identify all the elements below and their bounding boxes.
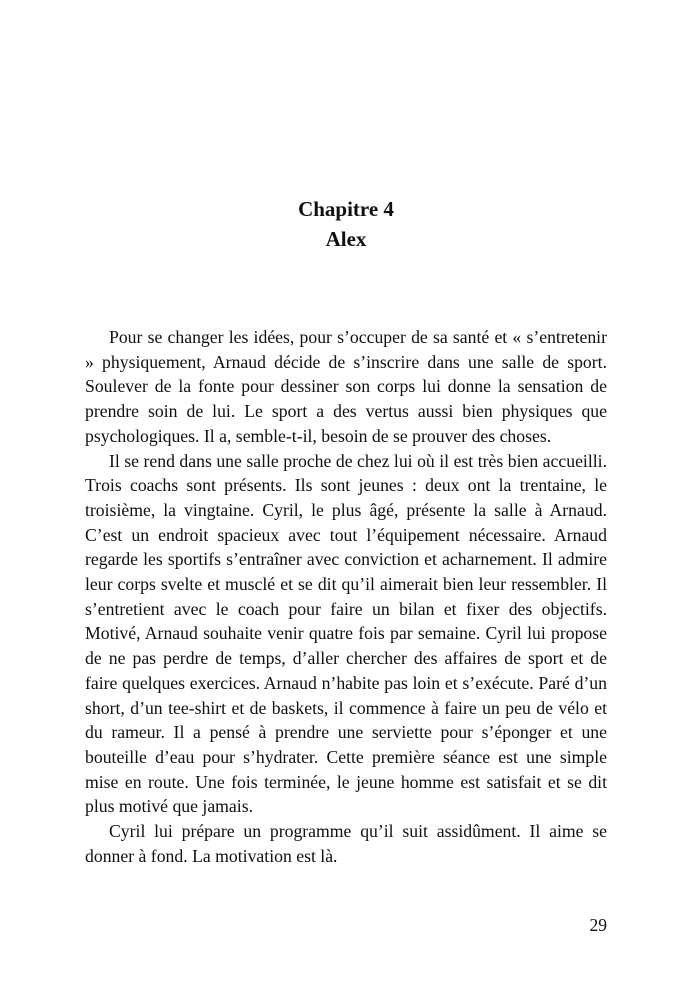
paragraph: Pour se changer les idées, pour s’occuper de sa santé et « s’entretenir » physiquement, Arnaud décide de s’inscrire dans une salle de sport. Soulever de la fonte pour dessiner son corps lui donne la sensation de prendre soin de lui. Le sport a des vertus aussi bien physiques que psychologiques. Il a, semble-t-il, besoin de se prouver des choses. <box>85 327 607 446</box>
page-number: 29 <box>589 915 607 935</box>
chapter-title: Chapitre 4 <box>298 197 394 221</box>
chapter-subtitle: Alex <box>325 227 367 251</box>
body-text <box>85 325 607 868</box>
paragraph: Cyril lui prépare un programme qu’il suit assidûment. Il aime se donner à fond. La motivation est là. <box>85 821 607 866</box>
chapter-heading <box>85 194 607 254</box>
paragraph: Il se rend dans une salle proche de chez lui où il est très bien accueilli. Trois coachs sont présents. Ils sont jeunes : deux ont la trentaine, le troisième, la vingtaine. Cyril, le plus âgé, présente la salle à Arnaud. C’est un endroit spacieux avec tout l’équipement nécessaire. Arnaud regarde les sportifs s’entraîner avec conviction et acharnement. Il admire leur corps svelte et musclé et se dit qu’il aimerait bien leur ressembler. Il s’entretient avec le coach pour faire un bilan et fixer des objectifs. Motivé, Arnaud souhaite venir quatre fois par semaine. Cyril lui propose de ne pas perdre de temps, d’aller chercher des affaires de sport et de faire quelques exercices. Arnaud n’habite pas loin et s’exécute. Paré d’un short, d’un tee-shirt et de baskets, il commence à faire un peu de vélo et du rameur. Il a pensé à prendre une serviette pour s’éponger et une bouteille d’eau pour s’hydrater. Cette première séance est une simple mise en route. Une fois terminée, le jeune homme est satisfait et se dit plus motivé que jamais. <box>85 450 607 817</box>
